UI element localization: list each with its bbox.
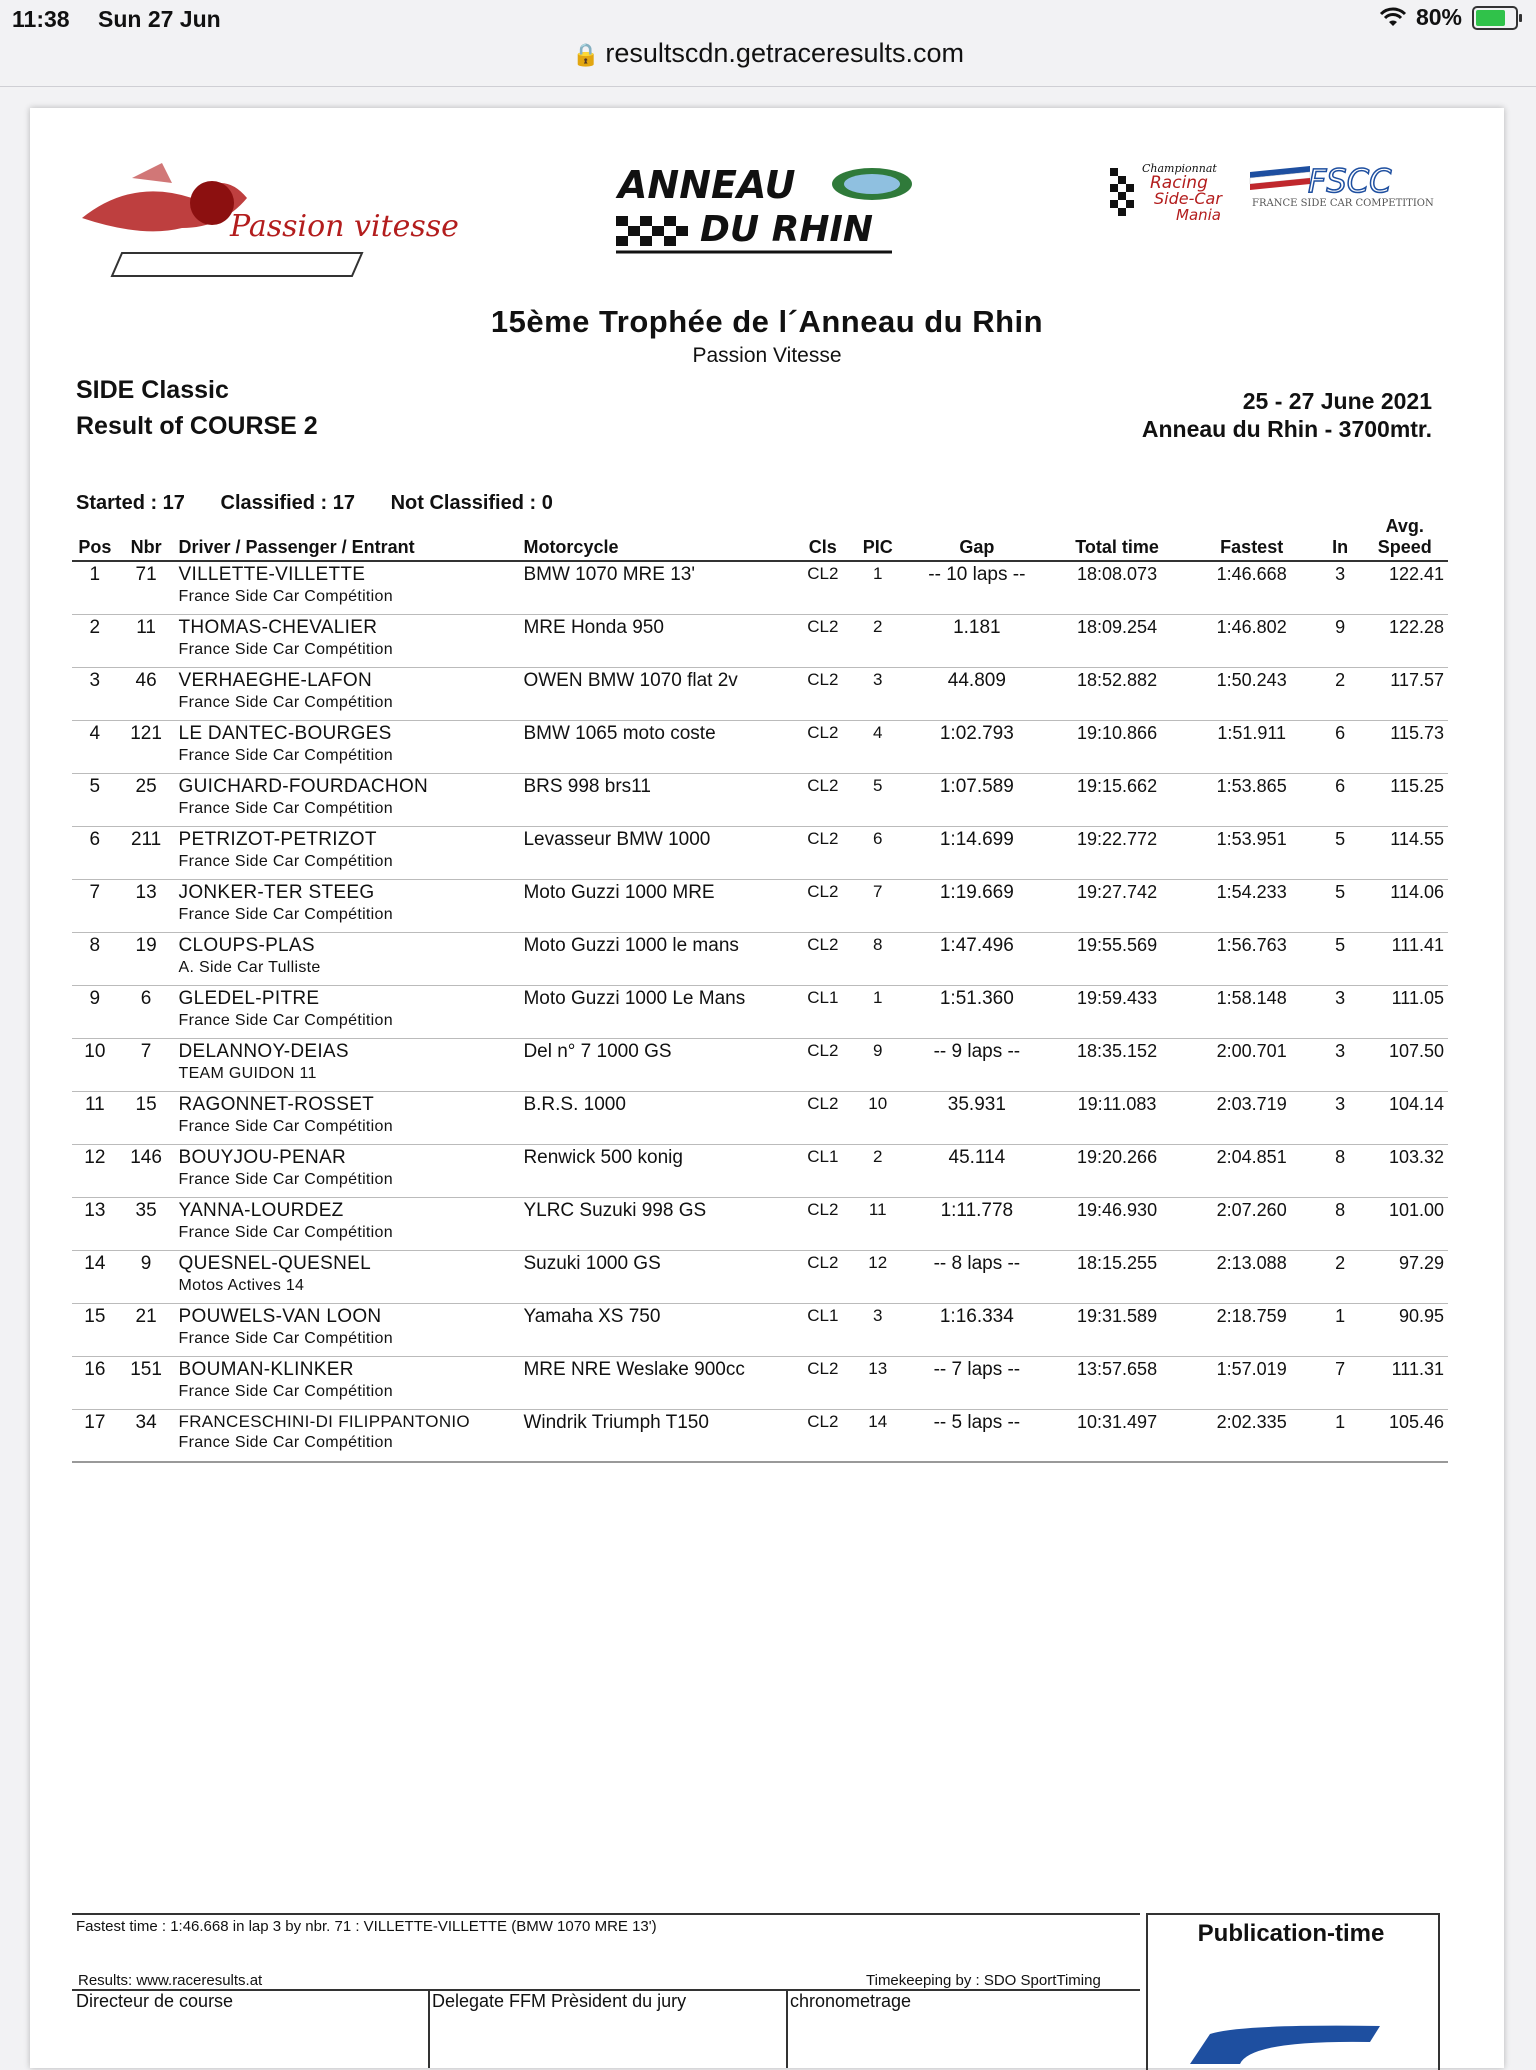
cell-motorcycle: Moto Guzzi 1000 le mans: [519, 932, 794, 985]
cell-motorcycle: Del n° 7 1000 GS: [519, 1038, 794, 1091]
team-name: France Side Car Compétition: [178, 1170, 393, 1188]
cell-avg-speed: 90.95: [1362, 1303, 1448, 1356]
cell-pic: 14: [851, 1409, 904, 1462]
driver-name: VERHAEGHE-LAFON: [178, 669, 372, 691]
cell-in: 6: [1319, 773, 1362, 826]
cell-motorcycle: MRE Honda 950: [519, 614, 794, 667]
table-header-row: [72, 516, 1448, 561]
cell-avg-speed: 105.46: [1362, 1409, 1448, 1462]
cell-fastest: 2:03.719: [1185, 1091, 1319, 1144]
team-name: France Side Car Compétition: [178, 746, 393, 764]
cell-fastest: 1:58.148: [1185, 985, 1319, 1038]
driver-name: RAGONNET-ROSSET: [178, 1093, 375, 1115]
cell-cls: CL2: [794, 667, 851, 720]
header-cls: Cls: [794, 516, 851, 561]
cell-in: 5: [1319, 826, 1362, 879]
event-dates: 25 - 27 June 2021: [1242, 388, 1432, 414]
cell-pos: 2: [72, 614, 118, 667]
cell-in: 2: [1319, 1250, 1362, 1303]
cell-fastest: 1:53.951: [1185, 826, 1319, 879]
cell-pos: 17: [72, 1409, 118, 1462]
results-table: [72, 516, 1448, 1463]
table-row: [72, 561, 1448, 614]
driver-name: GLEDEL-PITRE: [178, 987, 320, 1009]
cell-motorcycle: Moto Guzzi 1000 Le Mans: [519, 985, 794, 1038]
cell-gap: 1:47.496: [904, 932, 1049, 985]
cell-total-time: 18:35.152: [1050, 1038, 1185, 1091]
header-avg-line2: Speed: [1377, 537, 1432, 557]
cell-cls: CL2: [794, 720, 851, 773]
cell-nbr: 13: [118, 879, 175, 932]
cell-pos: 16: [72, 1356, 118, 1409]
cell-pos: 3: [72, 667, 118, 720]
cell-pic: 2: [851, 614, 904, 667]
cell-avg-speed: 122.41: [1362, 561, 1448, 614]
header-fastest: Fastest: [1185, 516, 1319, 561]
classified-count: Classified : 17: [220, 492, 356, 514]
status-date: Sun 27 Jun: [98, 6, 221, 32]
address-bar[interactable]: [0, 38, 1536, 86]
cell-fastest: 2:02.335: [1185, 1409, 1319, 1462]
cell-pic: 6: [851, 826, 904, 879]
team-name: A. Side Car Tulliste: [178, 958, 321, 976]
team-name: France Side Car Compétition: [178, 693, 393, 711]
cell-total-time: 18:09.254: [1050, 614, 1185, 667]
cell-fastest: 1:46.802: [1185, 614, 1319, 667]
cell-driver: [175, 773, 520, 826]
cell-avg-speed: 111.41: [1362, 932, 1448, 985]
team-name: France Side Car Compétition: [178, 1117, 393, 1135]
race-class: SIDE Classic: [76, 376, 229, 404]
cell-nbr: 7: [118, 1038, 175, 1091]
cell-in: 5: [1319, 932, 1362, 985]
cell-in: 7: [1319, 1356, 1362, 1409]
cell-pos: 6: [72, 826, 118, 879]
cell-gap: 1:02.793: [904, 720, 1049, 773]
cell-in: 3: [1319, 1091, 1362, 1144]
cell-pic: 11: [851, 1197, 904, 1250]
cell-in: 3: [1319, 561, 1362, 614]
cell-pic: 10: [851, 1091, 904, 1144]
team-name: France Side Car Compétition: [178, 799, 393, 817]
cell-gap: 1:14.699: [904, 826, 1049, 879]
driver-name: CLOUPS-PLAS: [178, 934, 315, 956]
svg-text:FRANCE SIDE CAR COMPETITION: FRANCE SIDE CAR COMPETITION: [1252, 198, 1434, 209]
cell-fastest: 2:13.088: [1185, 1250, 1319, 1303]
cell-nbr: 21: [118, 1303, 175, 1356]
status-bar: [0, 0, 1536, 40]
header-pos: Pos: [72, 516, 118, 561]
cell-motorcycle: BRS 998 brs11: [519, 773, 794, 826]
cell-pic: 7: [851, 879, 904, 932]
table-row: [72, 1303, 1448, 1356]
cell-pic: 5: [851, 773, 904, 826]
cell-driver: [175, 1144, 520, 1197]
table-row: [72, 667, 1448, 720]
cell-motorcycle: BMW 1065 moto coste: [519, 720, 794, 773]
cell-fastest: 1:50.243: [1185, 667, 1319, 720]
cell-in: 6: [1319, 720, 1362, 773]
cell-total-time: 19:27.742: [1050, 879, 1185, 932]
cell-pic: 8: [851, 932, 904, 985]
cell-motorcycle: Renwick 500 konig: [519, 1144, 794, 1197]
cell-driver: [175, 1038, 520, 1091]
cell-total-time: 19:46.930: [1050, 1197, 1185, 1250]
header-nbr: Nbr: [118, 516, 175, 561]
battery-icon: [1472, 6, 1518, 30]
race-course: Result of COURSE 2: [76, 412, 318, 440]
cell-nbr: 151: [118, 1356, 175, 1409]
cell-gap: 1:07.589: [904, 773, 1049, 826]
cell-pic: 2: [851, 1144, 904, 1197]
cell-total-time: 18:15.255: [1050, 1250, 1185, 1303]
cell-nbr: 9: [118, 1250, 175, 1303]
cell-motorcycle: YLRC Suzuki 998 GS: [519, 1197, 794, 1250]
team-name: France Side Car Compétition: [178, 588, 393, 605]
cell-driver: [175, 1356, 520, 1409]
cell-nbr: 35: [118, 1197, 175, 1250]
cell-in: 2: [1319, 667, 1362, 720]
team-name: France Side Car Compétition: [178, 1011, 393, 1029]
footer-timekeeping: Timekeeping by : SDO SportTiming: [866, 1972, 1101, 1989]
signature-timing: chronometrage: [790, 1991, 912, 2011]
cell-pos: 8: [72, 932, 118, 985]
team-name: France Side Car Compétition: [178, 1382, 393, 1400]
cell-avg-speed: 114.06: [1362, 879, 1448, 932]
cell-gap: 1:16.334: [904, 1303, 1049, 1356]
results-document: [30, 108, 1504, 2068]
signature-director: Directeur de course: [76, 1991, 234, 2011]
cell-total-time: 10:31.497: [1050, 1409, 1185, 1462]
header-avg-speed: [1362, 516, 1448, 561]
cell-pic: 4: [851, 720, 904, 773]
cell-pos: 12: [72, 1144, 118, 1197]
cell-avg-speed: 97.29: [1362, 1250, 1448, 1303]
cell-total-time: 19:22.772: [1050, 826, 1185, 879]
cell-avg-speed: 115.73: [1362, 720, 1448, 773]
team-name: France Side Car Compétition: [178, 640, 393, 658]
cell-motorcycle: Yamaha XS 750: [519, 1303, 794, 1356]
cell-gap: 35.931: [904, 1091, 1049, 1144]
cell-motorcycle: OWEN BMW 1070 flat 2v: [519, 667, 794, 720]
cell-fastest: 1:56.763: [1185, 932, 1319, 985]
cell-total-time: 19:11.083: [1050, 1091, 1185, 1144]
cell-total-time: 19:59.433: [1050, 985, 1185, 1038]
driver-name: BOUMAN-KLINKER: [178, 1358, 354, 1380]
cell-nbr: 46: [118, 667, 175, 720]
header-avg-line1: Avg.: [1385, 516, 1424, 536]
cell-driver: [175, 1250, 520, 1303]
cell-in: 8: [1319, 1197, 1362, 1250]
cell-cls: CL2: [794, 1091, 851, 1144]
anneau-du-rhin-logo: [610, 156, 920, 266]
cell-pic: 3: [851, 1303, 904, 1356]
cell-gap: 1.181: [904, 614, 1049, 667]
cell-avg-speed: 111.31: [1362, 1356, 1448, 1409]
cell-gap: 45.114: [904, 1144, 1049, 1197]
championnat-fscc-logos: [1110, 158, 1460, 238]
cell-fastest: 1:54.233: [1185, 879, 1319, 932]
svg-text:Mania: Mania: [1176, 206, 1221, 224]
cell-in: 1: [1319, 1303, 1362, 1356]
cell-gap: 44.809: [904, 667, 1049, 720]
battery-percent: 80%: [1415, 4, 1462, 30]
cell-cls: CL1: [794, 985, 851, 1038]
cell-driver: [175, 667, 520, 720]
cell-cls: CL2: [794, 879, 851, 932]
svg-text:ANNEAU: ANNEAU: [618, 163, 796, 207]
cell-pos: 11: [72, 1091, 118, 1144]
cell-pos: 5: [72, 773, 118, 826]
cell-pic: 3: [851, 667, 904, 720]
cell-nbr: 11: [118, 614, 175, 667]
cell-driver: [175, 720, 520, 773]
cell-fastest: 1:46.668: [1185, 561, 1319, 614]
team-name: TEAM GUIDON 11: [178, 1064, 317, 1082]
cell-cls: CL2: [794, 1409, 851, 1462]
driver-name: LE DANTEC-BOURGES: [178, 722, 392, 744]
cell-fastest: 2:00.701: [1185, 1038, 1319, 1091]
cell-pic: 13: [851, 1356, 904, 1409]
driver-name: PETRIZOT-PETRIZOT: [178, 828, 377, 850]
driver-name: POUWELS-VAN LOON: [178, 1305, 382, 1327]
table-row: [72, 826, 1448, 879]
cell-nbr: 34: [118, 1409, 175, 1462]
cell-fastest: 2:18.759: [1185, 1303, 1319, 1356]
cell-nbr: 6: [118, 985, 175, 1038]
cell-cls: CL1: [794, 1303, 851, 1356]
cell-pic: 1: [851, 561, 904, 614]
started-count: Started : 17: [76, 492, 185, 514]
cell-total-time: 19:15.662: [1050, 773, 1185, 826]
table-row: [72, 879, 1448, 932]
header-pic: PIC: [851, 516, 904, 561]
cell-gap: -- 5 laps --: [904, 1409, 1049, 1462]
cell-gap: -- 9 laps --: [904, 1038, 1049, 1091]
event-subtitle: Passion Vitesse: [692, 344, 842, 367]
cell-gap: 1:19.669: [904, 879, 1049, 932]
cell-cls: CL2: [794, 773, 851, 826]
cell-cls: CL2: [794, 932, 851, 985]
cell-pos: 1: [72, 561, 118, 614]
not-classified-count: Not Classified : 0: [390, 492, 553, 514]
cell-total-time: 19:31.589: [1050, 1303, 1185, 1356]
table-row: [72, 932, 1448, 985]
event-title: 15ème Trophée de l´Anneau du Rhin: [490, 304, 1044, 339]
cell-in: 9: [1319, 614, 1362, 667]
cell-gap: 1:51.360: [904, 985, 1049, 1038]
cell-gap: -- 8 laps --: [904, 1250, 1049, 1303]
cell-pic: 1: [851, 985, 904, 1038]
cell-cls: CL2: [794, 1197, 851, 1250]
cell-motorcycle: Windrik Triumph T150: [519, 1409, 794, 1462]
cell-fastest: 1:51.911: [1185, 720, 1319, 773]
cell-in: 3: [1319, 985, 1362, 1038]
cell-cls: CL2: [794, 1356, 851, 1409]
cell-in: 3: [1319, 1038, 1362, 1091]
cell-nbr: 146: [118, 1144, 175, 1197]
cell-nbr: 25: [118, 773, 175, 826]
cell-cls: CL2: [794, 1038, 851, 1091]
table-row: [72, 985, 1448, 1038]
svg-text:FSCC: FSCC: [1308, 162, 1392, 200]
cell-fastest: 1:57.019: [1185, 1356, 1319, 1409]
team-name: France Side Car Compétition: [178, 1223, 393, 1241]
cell-motorcycle: Moto Guzzi 1000 MRE: [519, 879, 794, 932]
cell-total-time: 19:20.266: [1050, 1144, 1185, 1197]
table-row: [72, 1197, 1448, 1250]
cell-driver: [175, 1197, 520, 1250]
results-body: [72, 561, 1448, 1462]
footer-results-link: Results: www.raceresults.at: [78, 1972, 263, 1989]
driver-name: THOMAS-CHEVALIER: [178, 616, 378, 638]
cell-total-time: 19:55.569: [1050, 932, 1185, 985]
wifi-icon: [1380, 8, 1406, 28]
cell-avg-speed: 104.14: [1362, 1091, 1448, 1144]
cell-motorcycle: B.R.S. 1000: [519, 1091, 794, 1144]
cell-cls: CL2: [794, 1250, 851, 1303]
cell-in: 8: [1319, 1144, 1362, 1197]
svg-text:Passion vitesse: Passion vitesse: [230, 209, 459, 244]
svg-text:Side-Car: Side-Car: [1154, 189, 1222, 208]
signature-delegate: Delegate FFM Prèsident du jury: [432, 1991, 687, 2011]
team-name: France Side Car Compétition: [178, 852, 393, 870]
driver-name: FRANCESCHINI-DI FILIPPANTONIO: [178, 1411, 470, 1431]
cell-in: 1: [1319, 1409, 1362, 1462]
cell-fastest: 2:04.851: [1185, 1144, 1319, 1197]
url-text: resultscdn.getraceresults.com: [605, 38, 965, 68]
table-row: [72, 1356, 1448, 1409]
team-name: Motos Actives 14: [178, 1276, 305, 1294]
cell-avg-speed: 117.57: [1362, 667, 1448, 720]
driver-name: JONKER-TER STEEG: [178, 881, 375, 903]
cell-nbr: 19: [118, 932, 175, 985]
team-name: France Side Car Compétition: [178, 1433, 393, 1451]
cell-motorcycle: BMW 1070 MRE 13': [519, 561, 794, 614]
table-row: [72, 1409, 1448, 1462]
cell-in: 5: [1319, 879, 1362, 932]
cell-driver: [175, 932, 520, 985]
cell-nbr: 121: [118, 720, 175, 773]
passion-vitesse-logo: [72, 158, 459, 288]
driver-name: BOUYJOU-PENAR: [178, 1146, 347, 1168]
cell-driver: [175, 561, 520, 614]
cell-avg-speed: 111.05: [1362, 985, 1448, 1038]
cell-pos: 10: [72, 1038, 118, 1091]
cell-avg-speed: 101.00: [1362, 1197, 1448, 1250]
cell-gap: -- 7 laps --: [904, 1356, 1049, 1409]
header-total-time: Total time: [1050, 516, 1185, 561]
cell-pic: 9: [851, 1038, 904, 1091]
cell-cls: CL2: [794, 614, 851, 667]
svg-text:Championnat: Championnat: [1142, 162, 1217, 175]
cell-pos: 9: [72, 985, 118, 1038]
driver-name: QUESNEL-QUESNEL: [178, 1252, 371, 1274]
driver-name: GUICHARD-FOURDACHON: [178, 775, 429, 797]
driver-name: VILLETTE-VILLETTE: [178, 564, 366, 585]
cell-cls: CL1: [794, 1144, 851, 1197]
cell-pos: 7: [72, 879, 118, 932]
cell-gap: -- 10 laps --: [904, 561, 1049, 614]
cell-total-time: 19:10.866: [1050, 720, 1185, 773]
cell-driver: [175, 1409, 520, 1462]
lock-icon: 🔒: [571, 42, 600, 67]
header-gap: Gap: [904, 516, 1049, 561]
footer-fastest-time: Fastest time : 1:46.668 in lap 3 by nbr. 71 : VILLETTE-VILLETTE (BMW 1070 MRE 13'): [76, 1918, 657, 1935]
cell-nbr: 211: [118, 826, 175, 879]
cell-driver: [175, 1303, 520, 1356]
cell-pos: 15: [72, 1303, 118, 1356]
driver-name: DELANNOY-DEIAS: [178, 1040, 349, 1062]
cell-driver: [175, 985, 520, 1038]
ffm-logo: [1180, 2016, 1400, 2064]
toolbar-divider: [0, 86, 1536, 87]
driver-name: YANNA-LOURDEZ: [178, 1199, 344, 1221]
cell-fastest: 1:53.865: [1185, 773, 1319, 826]
cell-total-time: 18:08.073: [1050, 561, 1185, 614]
cell-pos: 4: [72, 720, 118, 773]
header-motorcycle: Motorcycle: [519, 516, 794, 561]
table-row: [72, 1038, 1448, 1091]
publication-time-label: Publication-time: [1197, 1920, 1385, 1947]
cell-motorcycle: Suzuki 1000 GS: [519, 1250, 794, 1303]
table-row: [72, 1250, 1448, 1303]
status-right: [1380, 4, 1518, 31]
status-time: 11:38: [12, 6, 70, 32]
cell-driver: [175, 826, 520, 879]
cell-avg-speed: 115.25: [1362, 773, 1448, 826]
cell-driver: [175, 879, 520, 932]
cell-cls: CL2: [794, 561, 851, 614]
cell-driver: [175, 1091, 520, 1144]
header-driver: Driver / Passenger / Entrant: [175, 516, 520, 561]
table-row: [72, 720, 1448, 773]
header-in: In: [1319, 516, 1362, 561]
table-row: [72, 614, 1448, 667]
cell-driver: [175, 614, 520, 667]
cell-total-time: 18:52.882: [1050, 667, 1185, 720]
event-venue: Anneau du Rhin - 3700mtr.: [1141, 416, 1432, 442]
cell-avg-speed: 114.55: [1362, 826, 1448, 879]
race-stats: [76, 492, 583, 515]
cell-motorcycle: MRE NRE Weslake 900cc: [519, 1356, 794, 1409]
table-row: [72, 1091, 1448, 1144]
cell-avg-speed: 122.28: [1362, 614, 1448, 667]
cell-gap: 1:11.778: [904, 1197, 1049, 1250]
cell-avg-speed: 103.32: [1362, 1144, 1448, 1197]
table-row: [72, 773, 1448, 826]
cell-fastest: 2:07.260: [1185, 1197, 1319, 1250]
svg-text:Racing: Racing: [1150, 173, 1208, 193]
cell-pos: 13: [72, 1197, 118, 1250]
table-row: [72, 1144, 1448, 1197]
svg-text:DU RHIN: DU RHIN: [700, 209, 874, 250]
cell-pic: 12: [851, 1250, 904, 1303]
cell-pos: 14: [72, 1250, 118, 1303]
cell-cls: CL2: [794, 826, 851, 879]
cell-avg-speed: 107.50: [1362, 1038, 1448, 1091]
team-name: France Side Car Compétition: [178, 905, 393, 923]
team-name: France Side Car Compétition: [178, 1329, 393, 1347]
cell-nbr: 71: [118, 561, 175, 614]
cell-motorcycle: Levasseur BMW 1000: [519, 826, 794, 879]
cell-total-time: 13:57.658: [1050, 1356, 1185, 1409]
cell-nbr: 15: [118, 1091, 175, 1144]
